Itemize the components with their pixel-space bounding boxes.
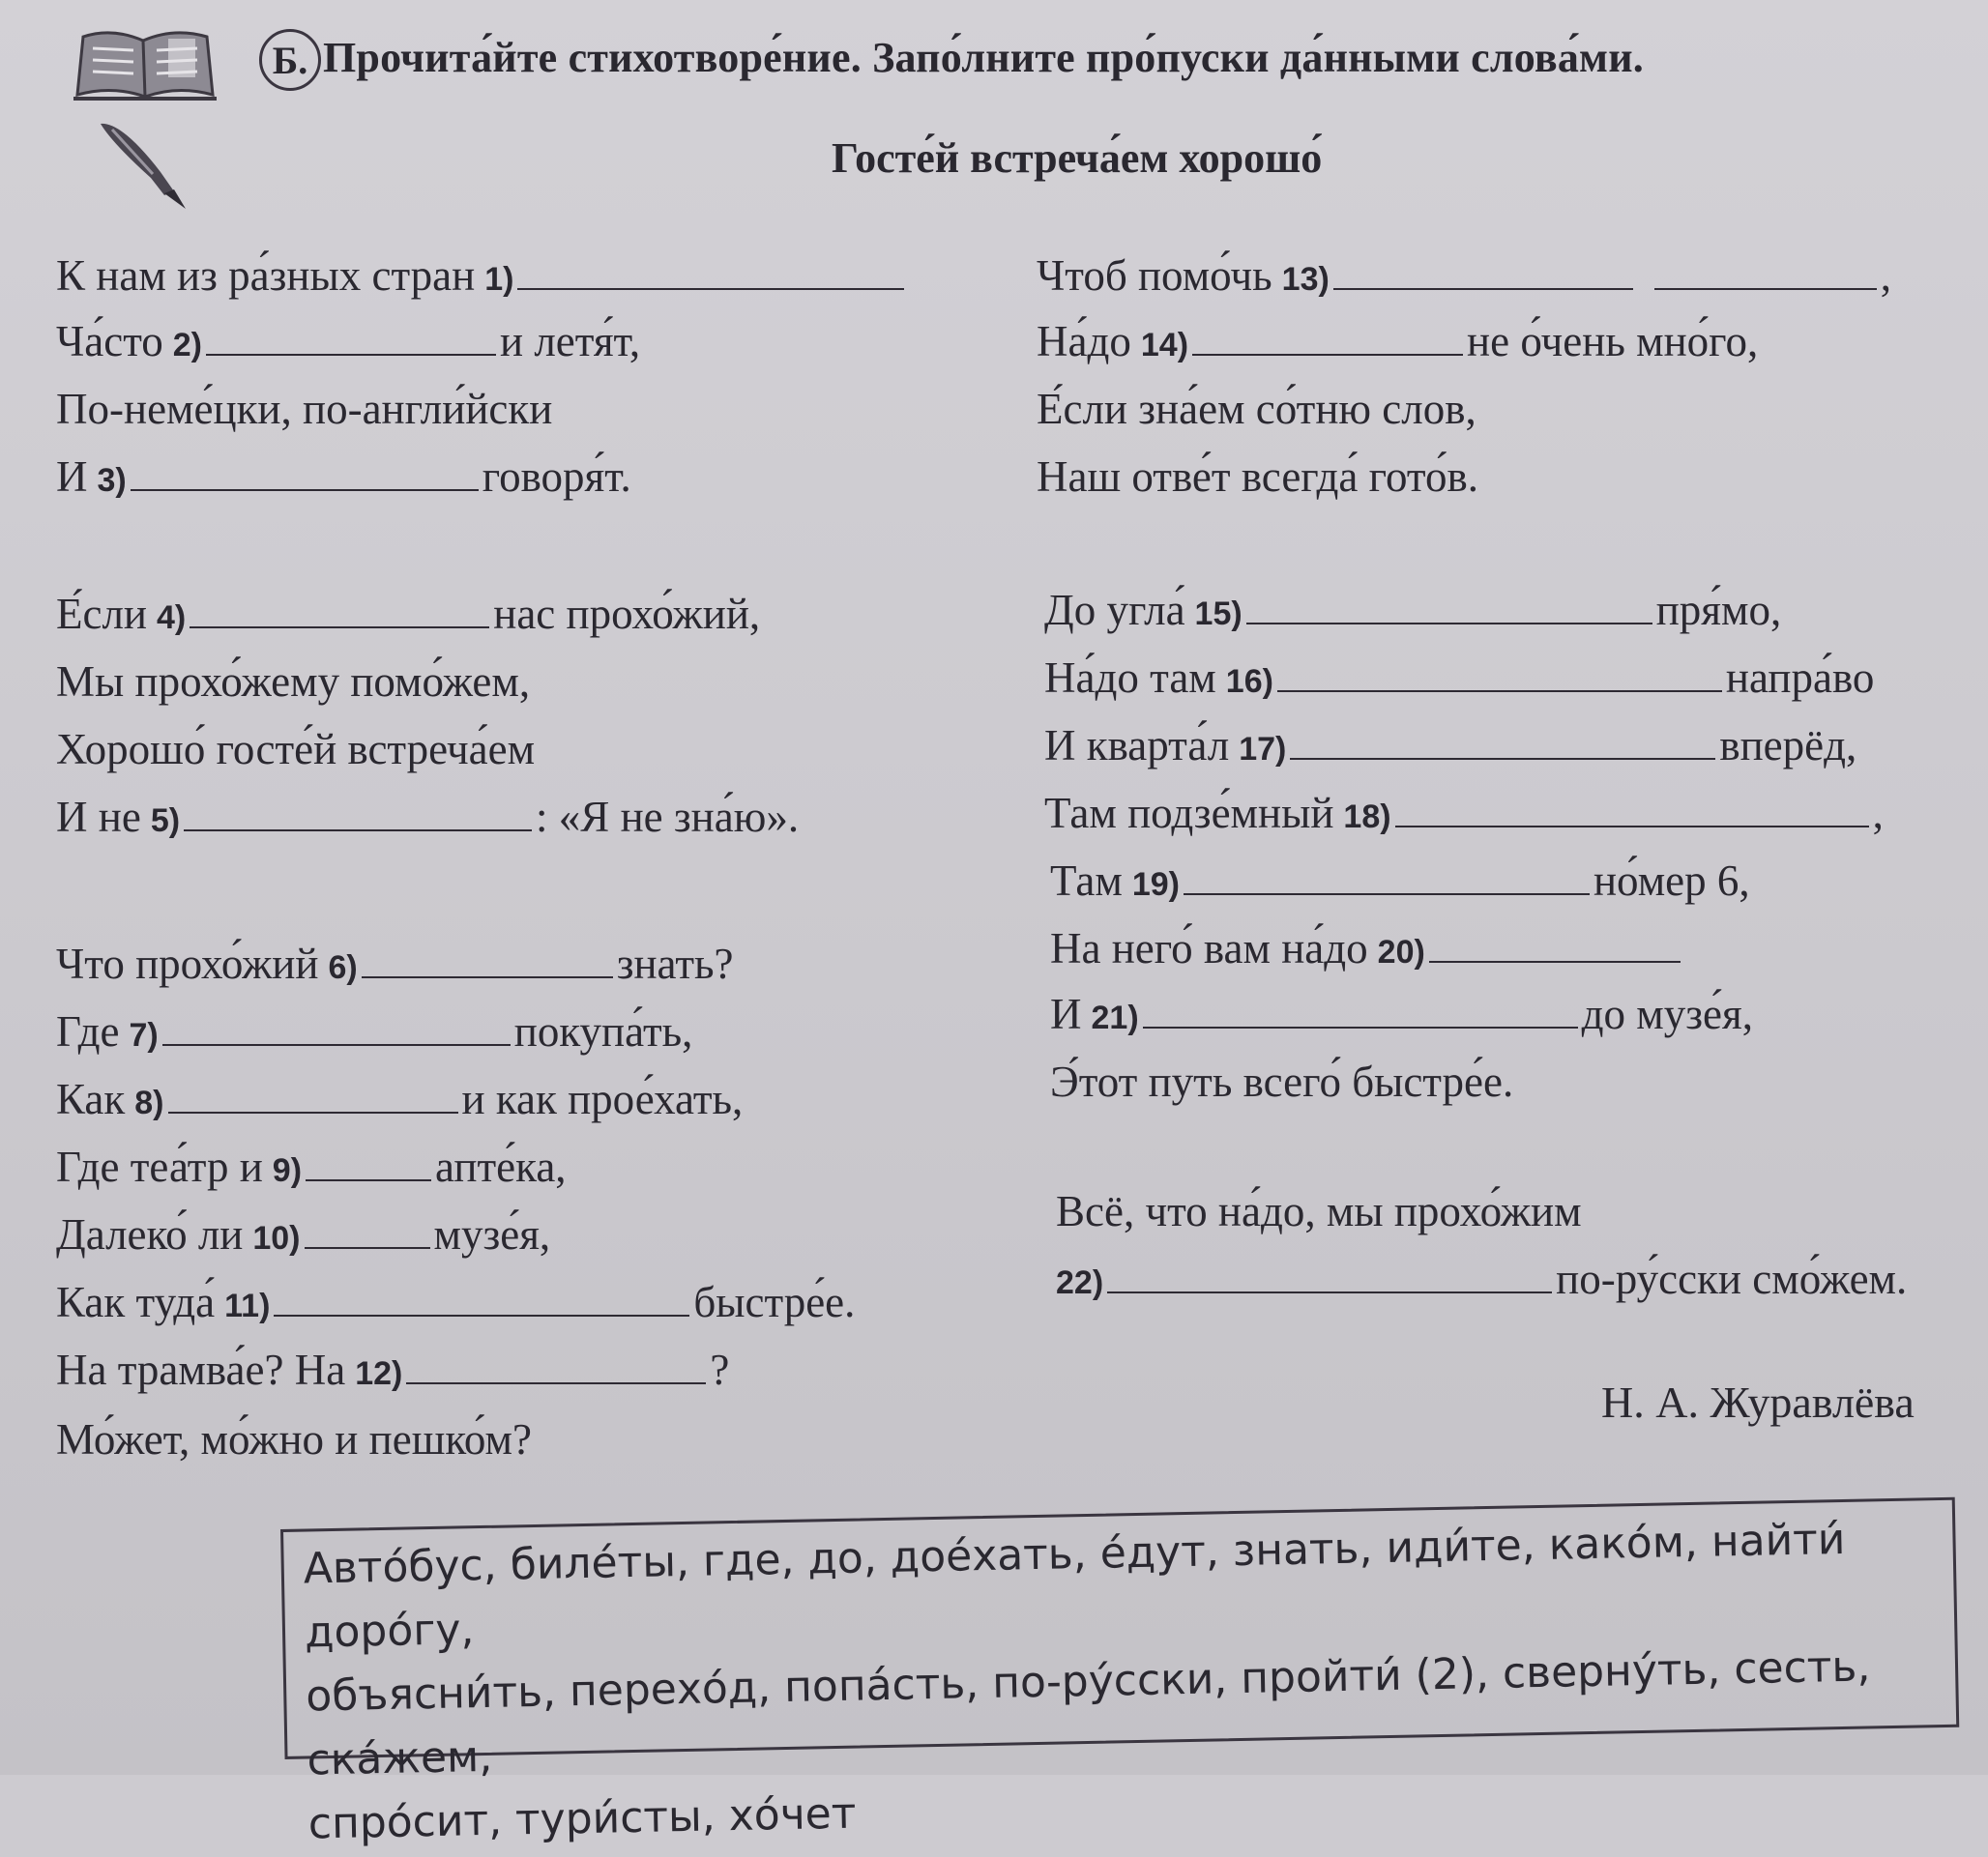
poem-line-text: Как туда́ <box>56 1278 216 1326</box>
gap-number: 13) <box>1281 261 1330 298</box>
poem-line <box>56 723 535 775</box>
poem-line-text: Мы прохо́жему помо́жем, <box>56 657 531 706</box>
task-instruction: Прочита́йте стихотворе́ние. Запо́лните про́пуски да́нными слова́ми. <box>323 34 1644 81</box>
poem-line <box>56 1413 532 1465</box>
poem-line-text: И кварта́л <box>1044 721 1230 769</box>
gap-number: 12) <box>355 1355 403 1392</box>
poem-line <box>56 1276 855 1332</box>
poem-line <box>56 315 640 371</box>
answer-blank[interactable] <box>184 800 532 831</box>
answer-blank[interactable] <box>305 1218 430 1249</box>
poem-line <box>1044 787 1884 843</box>
poem-line-text: , <box>1872 789 1884 837</box>
poem-line-text: Наш отве́т всегда́ гото́в. <box>1037 452 1478 501</box>
poem-line <box>56 383 552 435</box>
poem-line-text: говоря́т. <box>482 452 631 501</box>
poem-line-text: напра́во <box>1725 653 1875 702</box>
poem-line-text: И не <box>56 793 141 841</box>
gap-number: 17) <box>1239 731 1287 768</box>
poem-line-text: Где теа́тр и <box>56 1143 263 1191</box>
answer-blank[interactable] <box>190 597 489 628</box>
answer-blank[interactable] <box>1333 259 1633 290</box>
poem-line <box>1050 988 1753 1044</box>
poem-line-text: и как прое́хать, <box>461 1075 744 1123</box>
poem-line <box>1056 1185 1582 1237</box>
poem-line-text: по-ру́сски смо́жем. <box>1556 1255 1908 1303</box>
poem-line <box>56 938 734 994</box>
poem-line-text: По-неме́цки, по-англи́йски <box>56 385 553 433</box>
gap-number: 9) <box>272 1152 303 1189</box>
gap-number: 8) <box>134 1085 164 1121</box>
pen-icon <box>93 118 199 211</box>
gap-number: 10) <box>252 1220 301 1257</box>
gap-number: 20) <box>1377 934 1425 971</box>
poem-line-text: Чтоб помо́чь <box>1037 251 1272 300</box>
poem-line-text: Там подзе́мный <box>1044 789 1334 837</box>
poem-line <box>56 1073 743 1129</box>
gap-number: 1) <box>484 261 514 298</box>
gap-number: 22) <box>1056 1264 1104 1301</box>
poem-line-text: нас прохо́жий, <box>493 590 761 638</box>
poem-line-text: И <box>56 452 88 501</box>
poem-line <box>1037 450 1478 503</box>
answer-blank[interactable] <box>1290 729 1715 760</box>
poem-line-text: К нам из ра́зных стран <box>56 251 476 300</box>
gap-number: 14) <box>1140 327 1189 363</box>
poem-line-text: : «Я не зна́ю». <box>536 793 800 841</box>
poem-line-text: быстре́е. <box>693 1278 856 1326</box>
answer-blank[interactable] <box>206 325 496 356</box>
gap-number: 6) <box>328 949 358 986</box>
poem-line-text: музе́я, <box>433 1210 551 1259</box>
word-bank-line: спро́сит, тури́сты, хо́чет <box>307 1788 857 1849</box>
gap-number: 15) <box>1194 595 1242 632</box>
answer-blank[interactable] <box>1107 1262 1552 1293</box>
answer-blank[interactable] <box>1246 594 1652 624</box>
poem-line <box>1050 855 1750 911</box>
poem-line-text: Мо́жет, мо́жно и пешко́м? <box>56 1415 533 1464</box>
poem-line <box>56 1208 550 1264</box>
poem-line-text: И <box>1050 990 1082 1038</box>
poem-line <box>1037 315 1758 371</box>
answer-blank[interactable] <box>162 1015 511 1046</box>
poem-line-text: Е́сли <box>56 590 147 638</box>
open-book-icon <box>73 19 217 102</box>
poem-line-text: не о́чень мно́го, <box>1467 317 1759 365</box>
answer-blank[interactable] <box>274 1286 689 1317</box>
word-bank-box <box>280 1497 1959 1849</box>
gap-number: 19) <box>1131 866 1180 903</box>
poem-line-text: знать? <box>616 940 734 988</box>
answer-blank[interactable] <box>1192 325 1463 356</box>
poem-line <box>56 791 799 847</box>
poem-line <box>1044 584 1781 640</box>
poem-line-text: вперёд, <box>1719 721 1857 769</box>
answer-blank[interactable] <box>1143 998 1578 1029</box>
poem-line-text: ? <box>710 1346 730 1394</box>
gap-number: 4) <box>157 599 187 636</box>
poem-line-text: На́до там <box>1044 653 1216 702</box>
poem-line <box>1050 922 1684 978</box>
gap-number: 7) <box>129 1017 159 1054</box>
poem-line-text: Ча́сто <box>56 317 163 365</box>
poem-line-text: покупа́ть, <box>513 1007 693 1056</box>
gap-number: 21) <box>1091 1000 1139 1036</box>
poem-line-text: Далеко́ ли <box>56 1210 244 1259</box>
answer-blank[interactable] <box>1277 661 1722 692</box>
answer-blank[interactable] <box>1654 259 1877 290</box>
gap-number: 3) <box>97 462 127 499</box>
poem-author: Н. А. Журавлёва <box>1601 1378 1915 1427</box>
poem-line <box>1056 1253 1907 1309</box>
poem-title: Госте́й встреча́ем хорошо́ <box>832 134 1323 182</box>
poem-line <box>56 249 908 305</box>
answer-blank[interactable] <box>406 1353 706 1384</box>
poem-line <box>56 588 760 644</box>
answer-blank[interactable] <box>362 947 613 978</box>
word-bank-line: объясни́ть, перехо́д, попа́сть, по-ру́сски, пройти́ (2), сверну́ть, сесть, ска́жем, <box>305 1641 1871 1785</box>
poem-line-text: Э́тот путь всего́ быстре́е. <box>1050 1058 1514 1106</box>
poem-line-text: Всё, что на́до, мы прохо́жим <box>1056 1187 1582 1235</box>
poem-line <box>1037 249 1891 305</box>
poem-line <box>1044 652 1874 708</box>
poem-line <box>1044 719 1856 775</box>
poem-line-text: Е́сли зна́ем со́тню слов, <box>1037 385 1476 433</box>
answer-blank[interactable] <box>1184 864 1590 895</box>
poem-line-text: но́мер 6, <box>1593 856 1750 905</box>
answer-blank[interactable] <box>168 1083 458 1114</box>
poem-line-text: до музе́я, <box>1581 990 1753 1038</box>
answer-blank[interactable] <box>131 460 479 491</box>
poem-line <box>56 450 631 507</box>
poem-line <box>56 1141 567 1197</box>
poem-line-text: апте́ка, <box>435 1143 567 1191</box>
gap-number: 16) <box>1225 663 1273 700</box>
poem-line <box>1050 1056 1513 1108</box>
poem-line-text: Там <box>1050 856 1123 905</box>
poem-line-text: Как <box>56 1075 126 1123</box>
poem-line <box>56 1344 729 1400</box>
poem-line-text: Что прохо́жий <box>56 940 319 988</box>
poem-line <box>56 1005 692 1061</box>
answer-blank[interactable] <box>1429 932 1681 963</box>
gap-number: 11) <box>224 1288 271 1324</box>
gap-number: 18) <box>1343 798 1391 835</box>
poem-line-text: На него́ вам на́до <box>1050 924 1368 972</box>
poem-line-text: Хорошо́ госте́й встреча́ем <box>56 725 536 773</box>
poem-line-text: До угла́ <box>1044 586 1185 634</box>
poem-line-text: На трамва́е? На <box>56 1346 346 1394</box>
gap-number: 5) <box>150 802 181 839</box>
gap-number: 2) <box>172 327 202 363</box>
poem-line <box>56 655 530 708</box>
answer-blank[interactable] <box>306 1150 431 1181</box>
answer-blank[interactable] <box>1395 797 1869 827</box>
word-bank-line: Авто́бус, биле́ты, где, до, дое́хать, е́дут, знать, иди́те, како́м, найти́ доро́гу, <box>303 1514 1846 1658</box>
task-letter-badge: Б. <box>259 29 321 91</box>
poem-line-text: Где <box>56 1007 120 1056</box>
poem-line-text: пря́мо, <box>1655 586 1782 634</box>
poem-line <box>1037 383 1476 435</box>
poem-line-text: , <box>1880 251 1892 300</box>
answer-blank[interactable] <box>517 259 904 290</box>
poem-line-text: На́до <box>1037 317 1131 365</box>
poem-line-text: и летя́т, <box>500 317 641 365</box>
